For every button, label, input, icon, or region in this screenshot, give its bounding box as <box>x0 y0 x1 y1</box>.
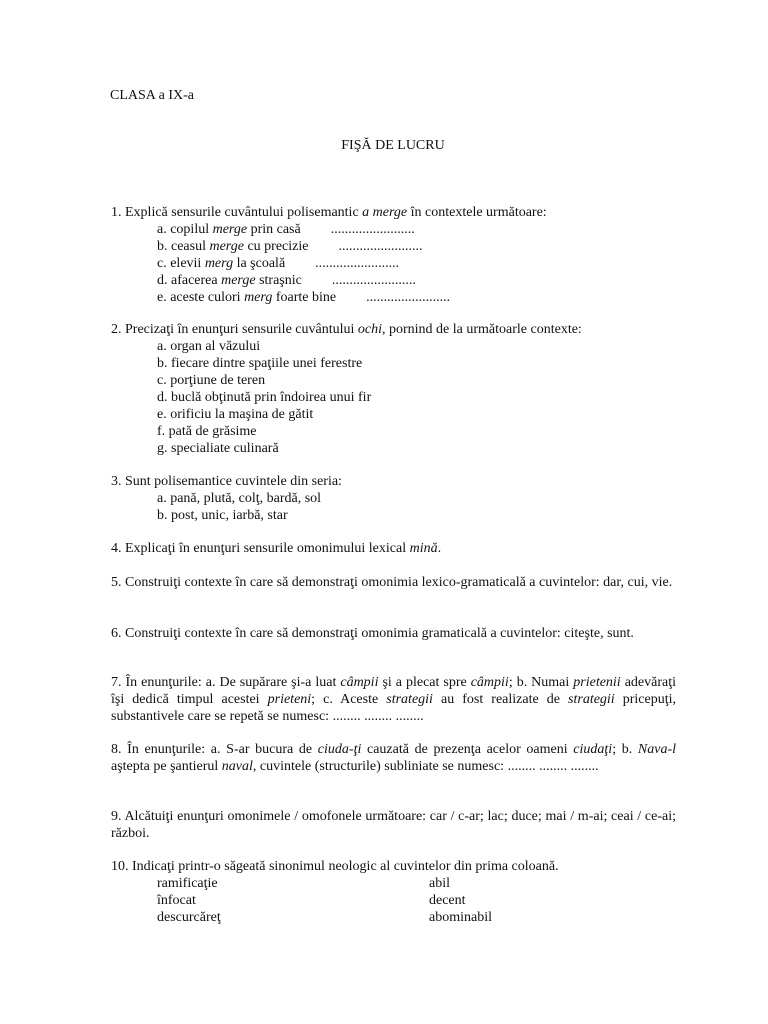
question-5: 5. Construiţi contexte în care să demonstraţi omonimia lexico-gramaticală a cuvintelor: dar, cui, vie. <box>111 575 673 590</box>
question-2-item-e: e. orificiu la maşina de gătit <box>157 407 314 422</box>
question-2-item-g: g. specialiate culinară <box>157 441 279 456</box>
matching-left-item: înfocat <box>157 893 196 908</box>
answer-blank: ........................ <box>366 290 451 305</box>
matching-right-item: decent <box>429 893 466 908</box>
question-7: 7. În enunţurile: a. De supărare şi-a luat câmpii şi a plecat spre câmpii; b. Numai prietenii adevăraţi îşi dedică timpul acestei prieteni; c. Aceste strategii au fost realizate de strategii pricepuţi, substantivele care se repetă se numesc: ........ ........ ........ <box>111 675 677 724</box>
matching-row <box>111 892 676 909</box>
question-1-item-b: b. ceasul merge cu precizie ........................ <box>157 239 423 254</box>
answer-blank: ........ ........ ........ <box>332 709 424 724</box>
question-2-item-f: f. pată de grăsime <box>157 424 257 439</box>
answer-blank: ........................ <box>331 273 416 288</box>
class-header: CLASA a IX-a <box>110 88 194 103</box>
matching-row <box>111 875 676 892</box>
answer-blank: ........................ <box>330 222 415 237</box>
answer-blank: ........................ <box>315 256 400 271</box>
question-2-item-b: b. fiecare dintre spaţiile unei ferestre <box>157 356 363 371</box>
question-3-item-b: b. post, unic, iarbă, star <box>157 508 288 523</box>
matching-right-item: abominabil <box>429 910 492 925</box>
question-2 <box>111 321 676 457</box>
matching-row <box>111 909 676 926</box>
question-1-item-a: a. copilul merge prin casă ........................ <box>157 222 415 237</box>
question-1 <box>111 204 676 306</box>
question-2-item-d: d. buclă obţinută prin îndoirea unui fir <box>157 390 372 405</box>
question-1-item-d: d. afacerea merge straşnic ........................ <box>157 273 416 288</box>
question-3 <box>111 473 676 524</box>
answer-blank: ........ ........ ........ <box>507 759 599 774</box>
question-3-prompt: 3. Sunt polisemantice cuvintele din seria: <box>111 474 342 489</box>
question-4: 4. Explicaţi în enunţuri sensurile omonimului lexical mină. <box>111 541 442 556</box>
matching-right-item: abil <box>429 876 450 891</box>
answer-blank: ........................ <box>338 239 423 254</box>
question-3-item-a: a. pană, plută, colţ, bardă, sol <box>157 491 322 506</box>
question-1-item-e: e. aceste culori merg foarte bine ........................ <box>157 290 451 305</box>
matching-left-item: descurcăreţ <box>157 910 221 925</box>
question-9: 9. Alcătuiţi enunţuri omonimele / omofonele următoare: car / c-ar; lac; duce; mai / m-ai; ceai / ce-ai; război. <box>111 809 676 841</box>
question-1-item-c: c. elevii merg la şcoală ........................ <box>157 256 400 271</box>
page-title: FIŞĂ DE LUCRU <box>341 138 445 153</box>
question-10-prompt: 10. Indicaţi printr-o săgeată sinonimul neologic al cuvintelor din prima coloană. <box>111 859 559 874</box>
question-10 <box>111 858 676 926</box>
question-2-item-a: a. organ al văzului <box>157 339 261 354</box>
matching-left-item: ramificaţie <box>157 876 218 891</box>
question-2-item-c: c. porţiune de teren <box>157 373 266 388</box>
question-6: 6. Construiţi contexte în care să demonstraţi omonimia gramaticală a cuvintelor: citeşte, sunt. <box>111 626 634 641</box>
question-8: 8. În enunţurile: a. S-ar bucura de ciuda-ţi cauzată de prezenţa acelor oameni ciudaţi; b. Nava-l aştepta pe şantierul naval, cuvintele (structurile) subliniate se numesc: ........ ........ ........ <box>111 742 677 774</box>
question-2-prompt: 2. Precizaţi în enunţuri sensurile cuvântului ochi, pornind de la următoarle contexte: <box>111 322 582 337</box>
question-1-prompt: 1. Explică sensurile cuvântului polisemantic a merge în contextele următoare: <box>111 205 547 220</box>
